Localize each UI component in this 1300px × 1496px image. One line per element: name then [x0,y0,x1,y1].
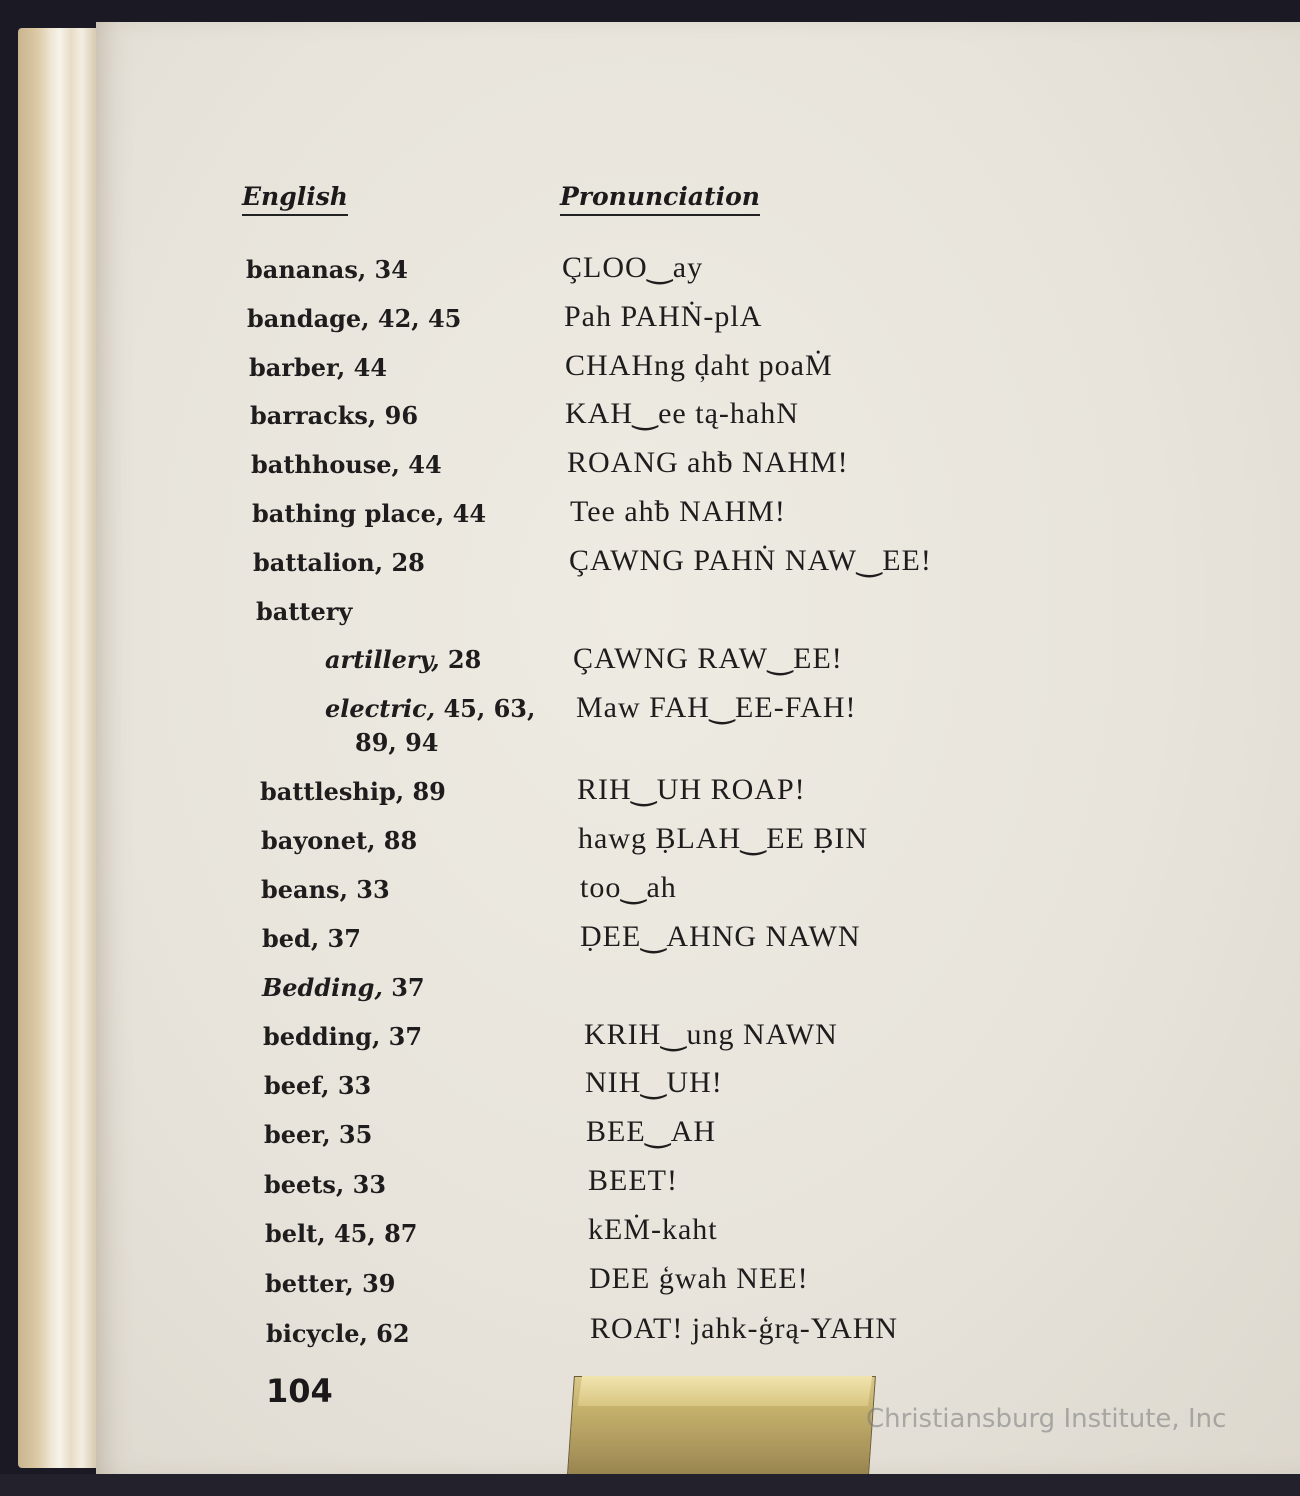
entry-english-sub [325,693,535,725]
entry-english: battleship, 89 [260,777,446,806]
entry-pronunciation: ROAT! jahk-ģrą-YAHN [590,1312,899,1345]
entry-pronunciation: Maw FAH‿EE-FAH! [576,691,857,724]
entry-subterm: artillery, [325,645,440,674]
entry-english: bayonet, 88 [261,826,418,855]
entry-pronunciation: Pah PAHṄ-plA [564,300,763,333]
entry-pronunciation: ÇAWNG PAHṄ NAW‿EE! [569,544,932,577]
entry-english: bananas, 34 [246,255,408,284]
entry-english-sub [325,644,481,676]
entry-english: bicycle, 62 [266,1319,410,1348]
background-bottom [0,1474,1300,1496]
entry-english: better, 39 [265,1269,396,1298]
entry-english: barracks, 96 [250,401,419,430]
entry-pronunciation: KAH‿ee tą-hahN [565,397,799,430]
entry-pronunciation: Tee ahƀ NAHM! [570,495,786,528]
entry-page-refs-continued: 89, 94 [355,728,439,757]
entry-english: bed, 37 [262,924,361,953]
entry-english: bedding, 37 [263,1022,423,1051]
book-stand-clip-top [578,1376,872,1406]
pronunciation-column-header: Pronunciation [560,182,760,216]
entry-page-refs: 28 [447,645,482,674]
entry-section-term: Bedding, [262,973,383,1002]
entry-pronunciation: ROANG ahƀ NAHM! [567,446,849,479]
entry-page-refs: 45, 63, [443,694,536,723]
english-column-header: English [242,182,348,216]
entry-pronunciation: NIH‿UH! [585,1066,723,1099]
entry-english: beets, 33 [264,1170,387,1199]
entry-english: beer, 35 [264,1120,373,1149]
entry-english: belt, 45, 87 [265,1219,418,1248]
entry-english: beans, 33 [261,875,390,904]
entry-pronunciation: CHAHng ḑaht poaṀ [565,349,833,382]
entry-pronunciation: ÇAWNG RAW‿EE! [573,642,843,675]
entry-pronunciation: ḌEE‿AHNG NAWN [580,920,861,953]
entry-english: battery [256,597,353,626]
book-page [96,22,1300,1474]
entry-subterm: electric, [325,694,436,723]
entry-pronunciation: RIH‿UH ROAP! [577,773,806,806]
entry-english: battalion, 28 [253,548,425,577]
entry-english-section [262,972,425,1004]
entry-english: bathhouse, 44 [251,450,442,479]
entry-english: bandage, 42, 45 [247,304,462,333]
entry-english: barber, 44 [249,353,388,382]
entry-pronunciation: KRIH‿ung NAWN [584,1018,838,1051]
entry-pronunciation: ÇLOO‿ay [562,251,704,284]
page-number: 104 [266,1372,333,1410]
entry-pronunciation: BEET! [588,1164,678,1197]
entry-english: bathing place, 44 [252,499,487,528]
entry-page-refs: 37 [391,973,425,1002]
entry-pronunciation: DEE ģwah NEE! [589,1262,809,1295]
entry-pronunciation: BEE‿AH [586,1115,717,1148]
entry-english: beef, 33 [264,1071,372,1100]
entry-pronunciation: too‿ah [580,871,677,904]
watermark: Christiansburg Institute, Inc [866,1404,1227,1434]
entry-pronunciation: kEṀ-kaht [588,1213,718,1246]
entry-pronunciation: hawg ḄLAH‿EE ḄIN [578,822,869,855]
